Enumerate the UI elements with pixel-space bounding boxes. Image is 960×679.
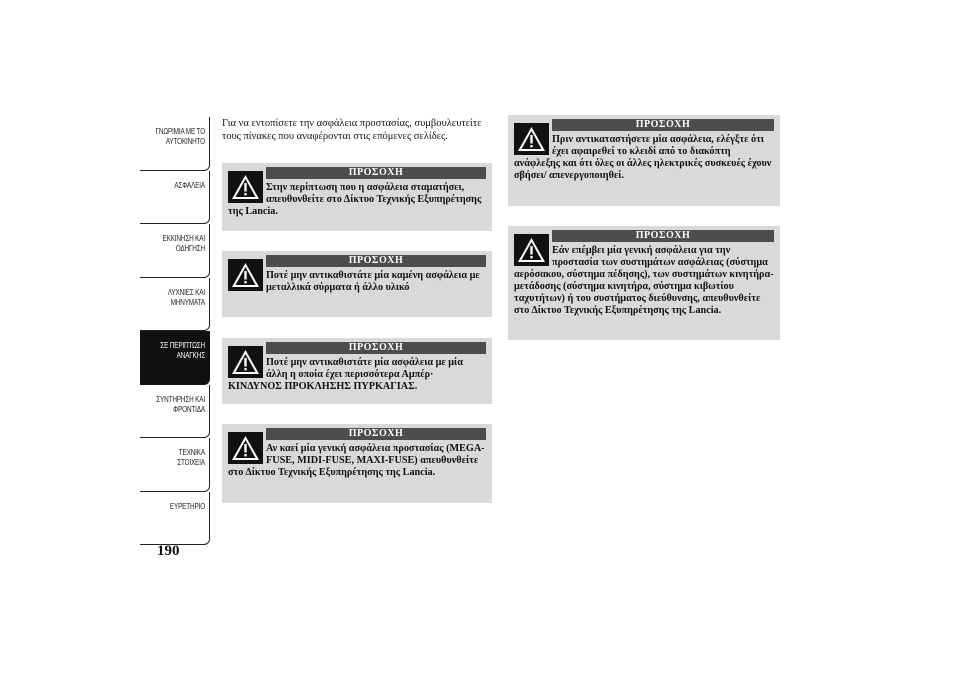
warning-box	[222, 424, 492, 503]
warning-heading: ΠΡΟΣΟΧΗ	[552, 230, 774, 242]
tab-label: ΕΥΡΕΤΗΡΙΟ	[169, 501, 205, 511]
tab-label: ΣΥΝΤΗΡΗΣΗ ΚΑΙ ΦΡΟΝΤΙΔΑ	[156, 394, 205, 414]
warning-text: Στην περίπτωση που η ασφάλεια σταματήσει, απευθυνθείτε στο Δίκτυο Τεχνικής Εξυπηρέτησης της Lancia.	[228, 182, 482, 217]
warning-heading: ΠΡΟΣΟΧΗ	[266, 342, 486, 354]
intro-paragraph: Για να εντοπίσετε την ασφάλεια προστασίας, συμβουλευτείτε τους πίνακες που αναφέρονται στις επόμενες σελίδες.	[222, 118, 482, 142]
warning-text: Εάν επέμβει μία γενική ασφάλεια για την προστασία των συστημάτων ασφάλειας (σύστημα αερόσακου, σύστημα πέδησης), των συστημάτων κινητήρα-μετάδοσης (σύστημα κινητήρα, σύστημα κιβωτίου ταχυτήτων) ή του συστήματος διεύθυνσης, απευθυνθείτε στο Δίκτυο Τεχνικής Εξυπηρέτησης της Lancia.	[514, 245, 774, 316]
warning-heading: ΠΡΟΣΟΧΗ	[266, 428, 486, 440]
warning-heading: ΠΡΟΣΟΧΗ	[266, 167, 486, 179]
tab-starting-driving[interactable]	[140, 224, 210, 278]
warning-text: Πριν αντικαταστήσετε μία ασφάλεια, ελέγξτε ότι έχει αφαιρεθεί το κλειδί από το διακόπτη ανάφλεξης και ότι όλες οι άλλες ηλεκτρικές συσκευές έχουν σβήσει/ απενεργοποιηθεί.	[514, 134, 772, 181]
warning-text: Ποτέ μην αντικαθιστάτε μία καμένη ασφάλεια με μεταλλικά σύρματα ή άλλο υλικό	[266, 270, 480, 293]
tab-getting-to-know[interactable]	[140, 117, 210, 171]
page-number: 190	[157, 543, 180, 559]
warning-box	[508, 226, 780, 340]
warning-triangle-icon	[228, 432, 263, 464]
warning-heading: ΠΡΟΣΟΧΗ	[266, 255, 486, 267]
tab-lights-messages[interactable]	[140, 278, 210, 332]
warning-box	[222, 338, 492, 404]
chapter-tabs	[140, 117, 210, 545]
warning-triangle-icon	[228, 171, 263, 203]
tab-label: ΤΕΧΝΙΚΑ ΣΤΟΙΧΕΙΑ	[177, 448, 205, 467]
tab-maintenance[interactable]	[140, 385, 210, 439]
tab-label: ΓΝΩΡΙΜΙΑ ΜΕ ΤΟ ΑΥΤΟΚΙΝΗΤΟ	[155, 127, 205, 146]
warning-triangle-icon	[514, 123, 549, 155]
warning-box	[508, 115, 780, 206]
warning-triangle-icon	[228, 259, 263, 291]
tab-emergency[interactable]	[140, 331, 210, 385]
warning-triangle-icon	[228, 346, 263, 378]
tab-label: ΑΣΦΑΛΕΙΑ	[174, 180, 205, 190]
warning-text: Αν καεί μία γενική ασφάλεια προστασίας (MEGA-FUSE, MIDI-FUSE, MAXI-FUSE) απευθυνθείτε στο Δίκτυο Τεχνικής Εξυπηρέτησης της Lancia.	[228, 443, 485, 478]
tab-technical-data[interactable]	[140, 438, 210, 492]
warning-box	[222, 251, 492, 317]
warning-heading: ΠΡΟΣΟΧΗ	[552, 119, 774, 131]
tab-label: ΣΕ ΠΕΡΙΠΤΩΣΗ ΑΝΑΓΚΗΣ	[160, 341, 205, 360]
tab-label: ΛΥΧΝΙΕΣ ΚΑΙ ΜΗΝΥΜΑΤΑ	[167, 287, 205, 307]
warning-triangle-icon	[514, 234, 549, 266]
tab-index[interactable]	[140, 492, 210, 546]
warning-box	[222, 163, 492, 231]
warning-text: Ποτέ μην αντικαθιστάτε μία ασφάλεια με μία άλλη η οποία έχει περισσότερα Αμπέρ· ΚΙΝΔΥΝΟΣ ΠΡΟΚΛΗΣΗΣ ΠΥΡΚΑΓΙΑΣ.	[228, 357, 463, 392]
tab-label: ΕΚΚΙΝΗΣΗ ΚΑΙ ΟΔΗΓΗΣΗ	[162, 234, 205, 253]
tab-safety[interactable]	[140, 171, 210, 225]
